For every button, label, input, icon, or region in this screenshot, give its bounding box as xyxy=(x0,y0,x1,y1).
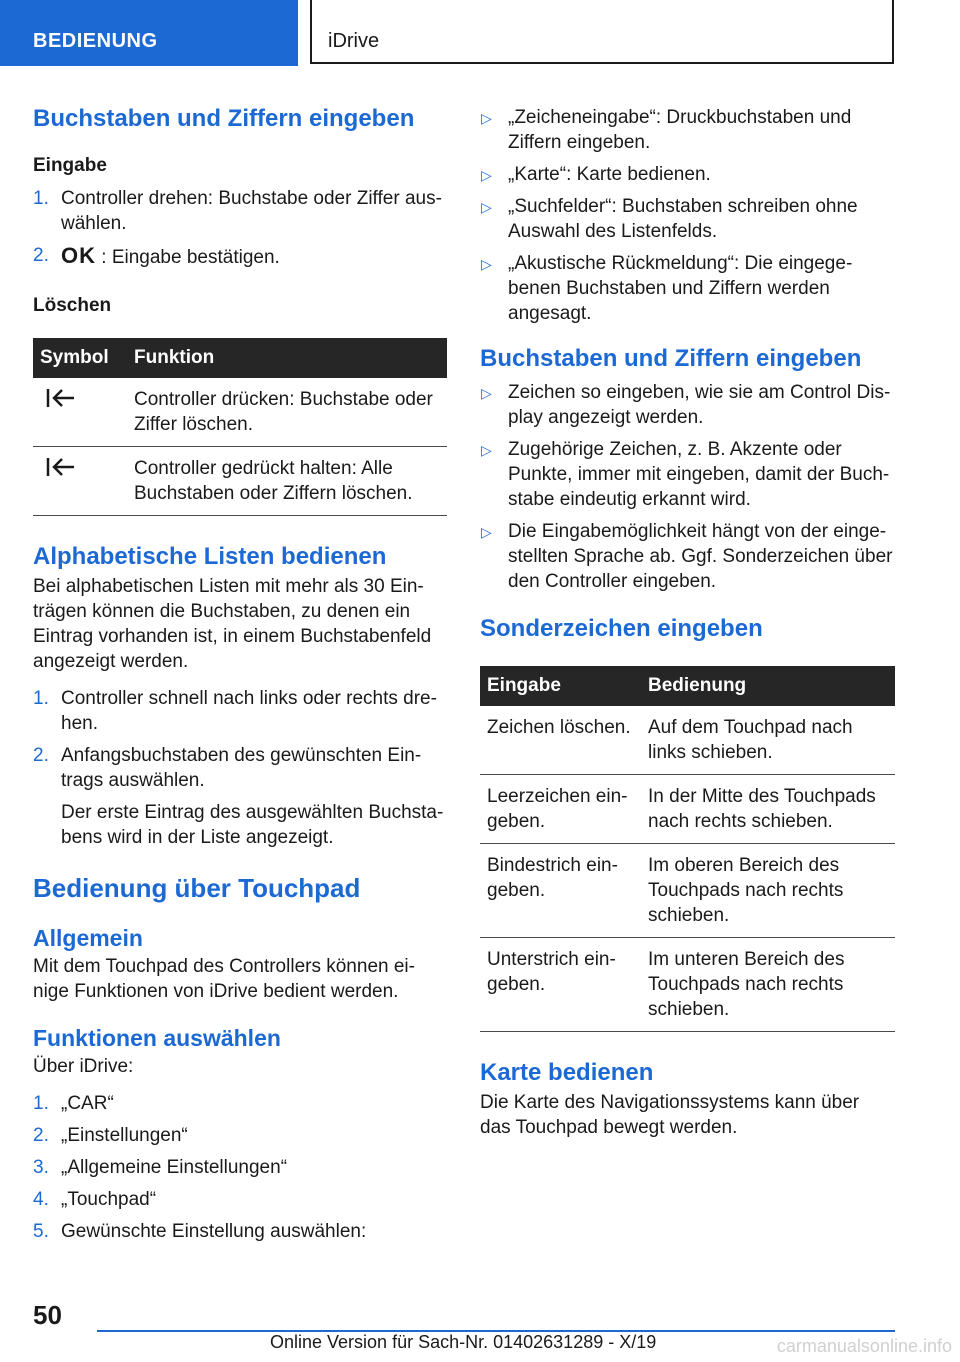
input-bullets xyxy=(480,380,895,594)
step-note: Der erste Eintrag des ausgewählten Buchsta-bens wird in der Liste angezeigt. xyxy=(61,802,444,848)
eingabe-steps xyxy=(33,186,447,270)
ok-icon: OK xyxy=(61,243,96,268)
list-item: 4. „Touchpad“ xyxy=(33,1189,157,1210)
heading-input: Buchstaben und Ziffern eingeben xyxy=(33,105,415,132)
triangle-bullet-icon: ▷ xyxy=(481,385,492,401)
table-cell: Controller drücken: Buchstabe oder Ziffer löschen. xyxy=(127,378,447,447)
triangle-bullet-icon: ▷ xyxy=(481,199,492,215)
delete-table xyxy=(33,338,447,516)
list-item: ▷ „Akustische Rückmeldung“: Die eingege-benen Buchstaben und Ziffern werden angesagt. xyxy=(481,253,853,324)
settings-bullets xyxy=(480,105,895,326)
table-header-function: Funktion xyxy=(127,338,447,378)
list-item: 1. Controller schnell nach links oder rechts dre-hen. xyxy=(33,688,437,734)
table-header-symbol: Symbol xyxy=(33,338,127,378)
online-version-text: Online Version für Sach-Nr. 01402631289 - X/19 xyxy=(270,1332,657,1352)
page-number: 50 xyxy=(33,1300,62,1330)
list-item: 5. Gewünschte Einstellung auswählen: xyxy=(33,1221,367,1242)
list-item: 2. OK : Eingabe bestätigen. xyxy=(33,243,280,268)
section-title: BEDIENUNG xyxy=(33,30,158,52)
heading-sonder: Sonderzeichen eingeben xyxy=(480,615,763,642)
delete-back-icon xyxy=(40,387,76,416)
heading-allgemein: Allgemein xyxy=(33,925,143,951)
delete-back-icon xyxy=(40,456,76,485)
allgemein-text: Mit dem Touchpad des Controllers können ei-nige Funktionen von iDrive bedient werden. xyxy=(33,956,415,1002)
table-cell: Bindestrich ein-geben. xyxy=(480,844,641,938)
list-item: 2. „Einstellungen“ xyxy=(33,1125,188,1146)
table-row xyxy=(480,775,895,844)
sonder-table xyxy=(480,666,895,1032)
karte-text: Die Karte des Navigationssystems kann über das Touchpad bewegt werden. xyxy=(480,1092,860,1138)
funktionen-steps xyxy=(33,1091,447,1244)
table-cell: Im oberen Bereich des Touchpads nach rechts schieben. xyxy=(641,844,895,938)
list-item: ▷ Zeichen so eingeben, wie sie am Control Dis-play angezeigt werden. xyxy=(481,382,891,428)
table-header-bedienung: Bedienung xyxy=(641,666,895,706)
list-item: ▷ „Karte“: Karte bedienen. xyxy=(480,162,895,187)
table-row xyxy=(33,447,447,516)
table-row xyxy=(480,844,895,938)
alpha-intro: Bei alphabetischen Listen mit mehr als 30 Ein-trägen können die Buchstaben, zu denen ein Eintrag vorhanden ist, in einem Buchstabenfeld angezeigt werden. xyxy=(33,576,432,672)
heading-touchpad: Bedienung über Touchpad xyxy=(33,873,361,903)
triangle-bullet-icon: ▷ xyxy=(481,256,492,272)
watermark: carmanualsonline.info xyxy=(776,1336,952,1356)
list-item: 2. Anfangsbuchstaben des gewünschten Ein-trags auswählen. Der erste Eintrag des ausgewählten Buchsta-bens wird in der Liste angezeigt. xyxy=(33,743,447,850)
table-row xyxy=(33,378,447,447)
list-item: ▷ „Zeicheneingabe“: Druckbuchstaben und Ziffern eingeben. xyxy=(481,107,852,153)
triangle-bullet-icon: ▷ xyxy=(481,110,492,126)
heading-input-2: Buchstaben und Ziffern eingeben xyxy=(480,345,862,372)
list-item: 1. Controller drehen: Buchstabe oder Ziffer aus-wählen. xyxy=(33,188,442,234)
section-tab xyxy=(0,0,298,66)
table-cell: Im unteren Bereich des Touchpads nach rechts schieben. xyxy=(641,938,895,1032)
funktionen-intro: Über iDrive: xyxy=(33,1056,134,1077)
heading-karte: Karte bedienen xyxy=(480,1059,654,1086)
list-item: ▷ „Suchfelder“: Buchstaben schreiben ohne Auswahl des Listenfelds. xyxy=(481,196,858,242)
table-cell: Zeichen löschen. xyxy=(480,706,641,775)
subheading-eingabe: Eingabe xyxy=(33,155,107,176)
table-cell: Auf dem Touchpad nach links schieben. xyxy=(641,706,895,775)
heading-alpha: Alphabetische Listen bedienen xyxy=(33,543,387,570)
table-cell: Unterstrich ein-geben. xyxy=(480,938,641,1032)
triangle-bullet-icon: ▷ xyxy=(481,524,492,540)
triangle-bullet-icon: ▷ xyxy=(481,167,492,183)
right-column xyxy=(480,100,895,1140)
table-row xyxy=(480,706,895,775)
list-item: 1. „CAR“ xyxy=(33,1093,114,1114)
heading-funktionen: Funktionen auswählen xyxy=(33,1025,281,1051)
subheading-loeschen: Löschen xyxy=(33,295,112,316)
table-cell: Controller gedrückt halten: Alle Buchstaben oder Ziffern löschen. xyxy=(127,447,447,516)
list-item: ▷ Zugehörige Zeichen, z. B. Akzente oder Punkte, immer mit eingeben, damit der Buch-stabe eindeutig erkannt wird. xyxy=(481,439,890,510)
chapter-box xyxy=(310,0,894,64)
chapter-title: iDrive xyxy=(328,30,380,52)
table-cell: Leerzeichen ein-geben. xyxy=(480,775,641,844)
table-row xyxy=(480,938,895,1032)
list-item: 3. „Allgemeine Einstellungen“ xyxy=(33,1157,288,1178)
triangle-bullet-icon: ▷ xyxy=(481,442,492,458)
list-item: ▷ Die Eingabemöglichkeit hängt von der einge-stellten Sprache ab. Ggf. Sonderzeichen über den Controller eingeben. xyxy=(481,521,893,592)
left-column xyxy=(33,100,447,1251)
table-cell: In der Mitte des Touchpads nach rechts schieben. xyxy=(641,775,895,844)
table-header-eingabe: Eingabe xyxy=(480,666,641,706)
alpha-steps xyxy=(33,686,447,850)
